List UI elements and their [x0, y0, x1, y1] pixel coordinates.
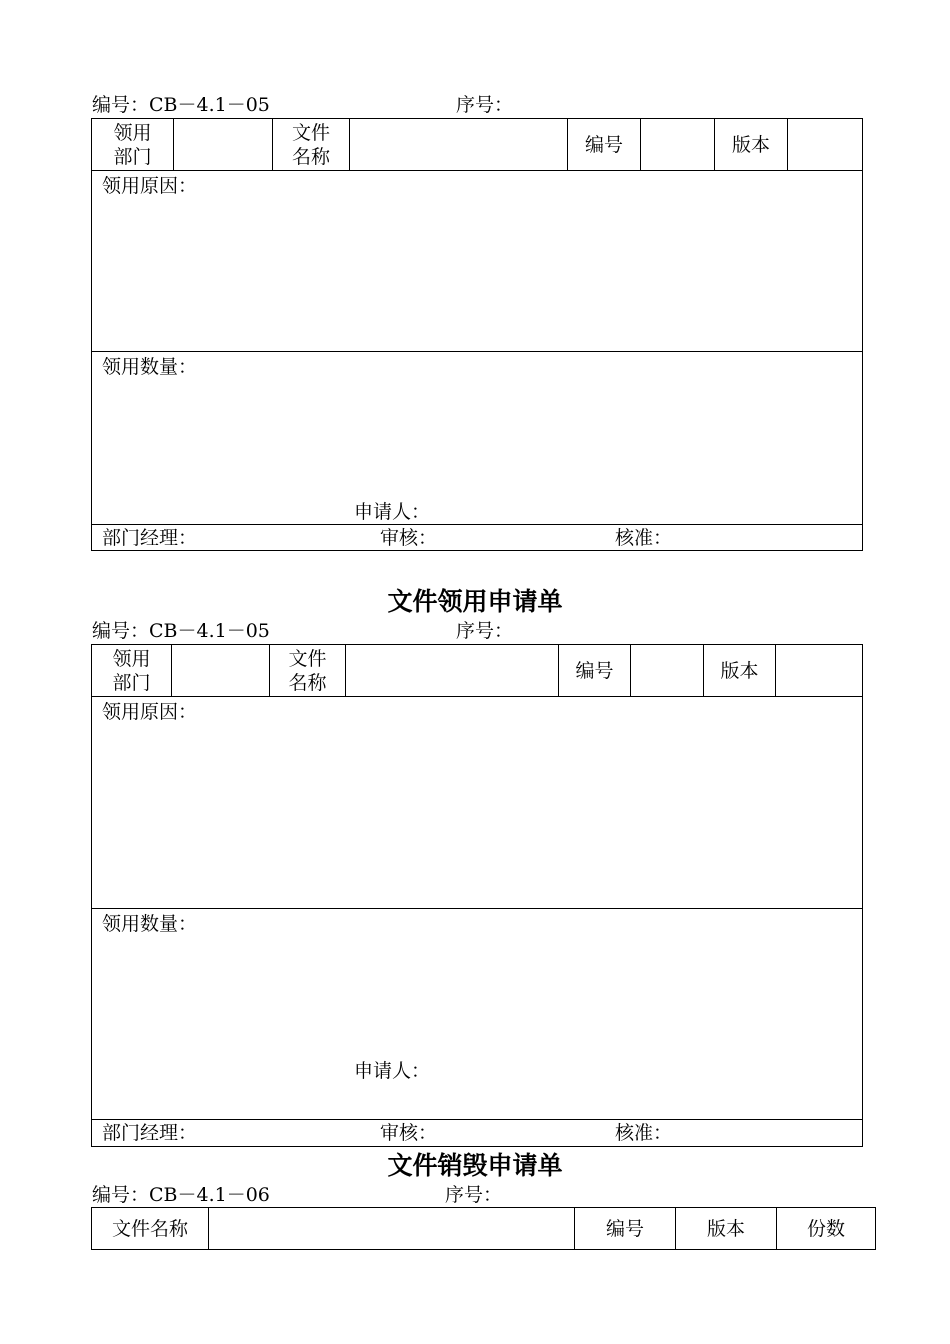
form2-serial: 序号： [456, 620, 514, 642]
form1-serial: 序号： [456, 94, 514, 116]
form1-file-field[interactable] [350, 119, 568, 171]
form2-dept-field[interactable] [172, 645, 270, 697]
form1-table [91, 118, 863, 551]
form2-qty-label: 领用数量： [102, 913, 198, 935]
form1-manager-label: 部门经理： [102, 526, 198, 549]
form2-manager-label: 部门经理： [102, 1122, 198, 1144]
form2-version-field[interactable] [776, 645, 863, 697]
form1-applicant-label: 申请人： [354, 501, 431, 523]
form3-table [91, 1207, 876, 1250]
form1-version-field[interactable] [788, 119, 863, 171]
form2-review-label: 审核： [380, 1122, 438, 1144]
form1-reason-box[interactable] [92, 171, 863, 352]
form3-file-name-field[interactable] [209, 1208, 575, 1250]
form1-review-label: 审核： [380, 526, 438, 549]
form1-footer [92, 525, 863, 551]
form2-number-field[interactable] [631, 645, 704, 697]
form1-number-label: 编号 [568, 119, 641, 171]
form2-file-field[interactable] [346, 645, 559, 697]
form3-serial: 序号： [445, 1184, 503, 1206]
form3-title: 文件销毁申请单 [387, 1151, 563, 1180]
form2-reason-label: 领用原因： [102, 701, 198, 723]
form3-file-name-label: 文件名称 [92, 1208, 209, 1250]
form2-number-label: 编号 [559, 645, 631, 697]
form1-qty-label: 领用数量： [102, 356, 198, 378]
form3-code: 编号：CB－4.1－06 [92, 1184, 270, 1206]
form2-code: 编号：CB－4.1－05 [92, 620, 270, 642]
form1-code: 编号：CB－4.1－05 [92, 94, 270, 116]
form1-number-field[interactable] [641, 119, 715, 171]
form2-applicant-label: 申请人： [354, 1060, 431, 1082]
form3-version-label: 版本 [676, 1208, 777, 1250]
form2-table [91, 644, 863, 1147]
form2-file-label: 文件 名称 [270, 645, 346, 697]
form1-dept-field[interactable] [174, 119, 273, 171]
form1-dept-label: 领用 部门 [92, 119, 174, 171]
form2-dept-label: 领用 部门 [92, 645, 172, 697]
form1-reason-label: 领用原因： [102, 175, 198, 197]
form3-number-label: 编号 [575, 1208, 676, 1250]
form1-version-label: 版本 [715, 119, 788, 171]
form2-qty-box[interactable] [92, 909, 863, 1120]
form2-reason-box[interactable] [92, 697, 863, 909]
form2-footer [92, 1120, 863, 1147]
form2-version-label: 版本 [704, 645, 776, 697]
form2-title: 文件领用申请单 [387, 587, 563, 616]
form3-copies-label: 份数 [777, 1208, 876, 1250]
form1-approve-label: 核准： [615, 526, 673, 549]
form1-file-label: 文件 名称 [273, 119, 350, 171]
form1-qty-box[interactable] [92, 352, 863, 525]
form2-approve-label: 核准： [615, 1122, 673, 1144]
